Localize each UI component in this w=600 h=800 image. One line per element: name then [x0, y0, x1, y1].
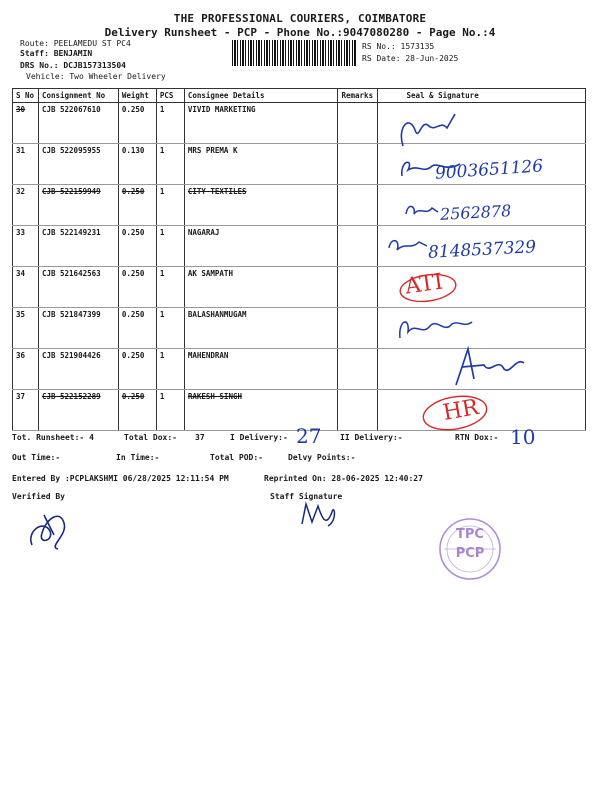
cell-consignee: AK SAMPATH	[184, 267, 338, 308]
col-weight: Weight	[118, 89, 156, 103]
cell-weight: 0.250	[118, 267, 156, 308]
table-header-row	[13, 89, 586, 103]
total-pod-label: Total POD:-	[210, 453, 263, 462]
cell-remarks	[338, 185, 378, 226]
cell-sno: 37	[13, 390, 39, 431]
cell-remarks	[338, 390, 378, 431]
cell-weight: 0.130	[118, 144, 156, 185]
reprinted-on: Reprinted On: 28-06-2025 12:40:27	[264, 474, 423, 483]
cell-weight: 0.250	[118, 308, 156, 349]
cell-consignment: CJB 521847399	[38, 308, 118, 349]
verified-by-label: Verified By	[12, 492, 65, 501]
handwritten-phone-3: 8148537329	[427, 237, 537, 263]
i-delivery-label: I Delivery:-	[230, 433, 288, 442]
handwritten-ati: ATI	[403, 269, 445, 300]
staff-label: Staff: BENJAMIN	[20, 49, 93, 58]
barcode-image	[232, 40, 356, 66]
cell-sno: 32	[13, 185, 39, 226]
company-title: THE PROFESSIONAL COURIERS, COIMBATORE	[173, 12, 427, 25]
signature-row-30	[395, 108, 465, 153]
signature-row-32	[402, 196, 442, 222]
runsheet-title: Delivery Runsheet - PCP - Phone No.:9047080280 - Page No.:4	[104, 26, 496, 39]
cell-remarks	[338, 226, 378, 267]
handwritten-number-2: 2562878	[439, 201, 512, 224]
col-pcs: PCS	[156, 89, 184, 103]
cell-consignee: VIVID MARKETING	[184, 103, 338, 144]
col-consignee: Consignee Details	[184, 89, 338, 103]
col-consignment: Consignment No	[38, 89, 118, 103]
drs-number: DRS No.: DCJB157313504	[20, 61, 126, 70]
total-dox-value: 37	[195, 433, 205, 442]
cell-remarks	[338, 267, 378, 308]
cell-sno: 33	[13, 226, 39, 267]
total-dox-label: Total Dox:-	[124, 433, 177, 442]
handwritten-phone-1: 9003651126	[434, 156, 544, 184]
entered-by: Entered By :PCPLAKSHMI 06/28/2025 12:11:54 PM	[12, 474, 229, 483]
stamp-text: TPC PCP	[455, 527, 485, 561]
col-sno: S No	[13, 89, 39, 103]
cell-consignee: NAGARAJ	[184, 226, 338, 267]
cell-consignee: RAKESH SINGH	[184, 390, 338, 431]
i-delivery-handwritten: 27	[296, 424, 322, 448]
cell-weight: 0.250	[118, 185, 156, 226]
cell-weight: 0.250	[118, 390, 156, 431]
cell-consignee: MRS PREMA K	[184, 144, 338, 185]
rs-number: RS No.: 1573135	[362, 42, 435, 51]
out-time-label: Out Time:-	[12, 453, 61, 462]
rs-date: RS Date: 28-Jun-2025	[362, 54, 459, 63]
cell-sno: 35	[13, 308, 39, 349]
col-seal-signature: Seal & Signature	[378, 89, 586, 103]
cell-sno: 36	[13, 349, 39, 390]
cell-remarks	[338, 144, 378, 185]
vehicle-label: Vehicle: Two Wheeler Delivery	[26, 72, 166, 81]
red-ring-hr	[420, 390, 490, 436]
cell-weight: 0.250	[118, 226, 156, 267]
cell-sno: 31	[13, 144, 39, 185]
route-label: Route: PEELAMEDU ST PC4	[20, 39, 131, 48]
cell-pcs: 1	[156, 226, 184, 267]
handwritten-hr: HR	[441, 395, 481, 426]
cell-consignment: CJB 522152289	[38, 390, 118, 431]
cell-pcs: 1	[156, 103, 184, 144]
cell-remarks	[338, 349, 378, 390]
cell-consignment: CJB 522095955	[38, 144, 118, 185]
rtn-dox-handwritten: 10	[510, 425, 536, 449]
cell-pcs: 1	[156, 308, 184, 349]
cell-pcs: 1	[156, 185, 184, 226]
table-row	[13, 103, 586, 144]
col-remarks: Remarks	[338, 89, 378, 103]
staff-signature-label: Staff Signature	[270, 492, 343, 501]
ii-delivery-label: II Delivery:-	[340, 433, 403, 442]
cell-remarks	[338, 308, 378, 349]
table-row	[13, 308, 586, 349]
red-ring-ati	[398, 270, 458, 306]
signature-row-35	[396, 312, 476, 344]
cell-pcs: 1	[156, 144, 184, 185]
cell-consignment: CJB 521904426	[38, 349, 118, 390]
signature-row-33	[385, 232, 430, 258]
in-time-label: In Time:-	[116, 453, 160, 462]
cell-weight: 0.250	[118, 349, 156, 390]
staff-signature	[298, 498, 342, 532]
cell-pcs: 1	[156, 349, 184, 390]
delivery-points-label: Delvy Points:-	[288, 453, 356, 462]
cell-consignment: CJB 522159949	[38, 185, 118, 226]
cell-consignment: CJB 521642563	[38, 267, 118, 308]
verified-by-signature	[24, 505, 74, 553]
cell-pcs: 1	[156, 267, 184, 308]
cell-consignee: MAHENDRAN	[184, 349, 338, 390]
table-row	[13, 267, 586, 308]
cell-consignee: CITY TEXTILES	[184, 185, 338, 226]
cell-consignment: CJB 522067610	[38, 103, 118, 144]
total-runsheet: Tot. Runsheet:- 4	[12, 433, 94, 442]
cell-sno: 30	[13, 103, 39, 144]
signature-row-36	[450, 345, 530, 390]
cell-pcs: 1	[156, 390, 184, 431]
cell-weight: 0.250	[118, 103, 156, 144]
cell-consignment: CJB 522149231	[38, 226, 118, 267]
cell-sno: 34	[13, 267, 39, 308]
cell-remarks	[338, 103, 378, 144]
rtn-dox-label: RTN Dox:-	[455, 433, 499, 442]
cell-consignee: BALASHANMUGAM	[184, 308, 338, 349]
